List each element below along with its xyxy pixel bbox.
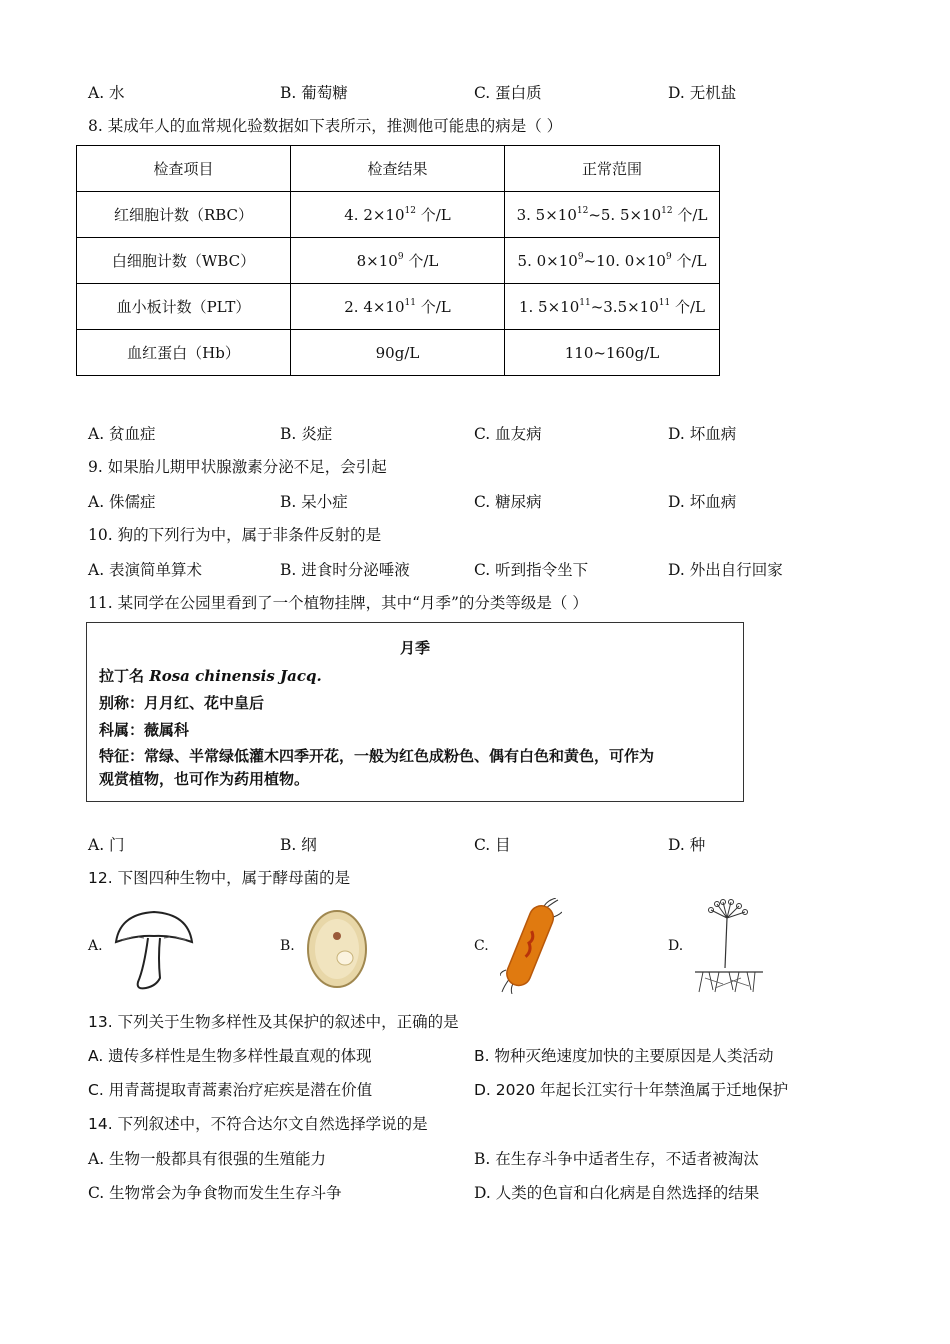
q9-option-b: B. 呆小症: [280, 493, 348, 511]
q12-stem: 12. 下图四种生物中，属于酵母菌的是: [88, 869, 351, 887]
table-cell: 90g/L: [291, 330, 505, 376]
table-header: 检查项目: [77, 146, 291, 192]
bacterium-icon: [500, 898, 562, 994]
card-family: 科属：薇属科: [99, 721, 190, 739]
plant-label-card: [86, 622, 744, 802]
table-cell: 3. $5\times 10^{12}\sim 5$. $5\times 10^{12}$ 个/L: [505, 192, 720, 238]
card-latin-name: 拉丁名 Rosa chinensis Jacq.: [99, 667, 322, 685]
q11-option-d: D. 种: [668, 836, 706, 854]
q11-option-a: A. 门: [88, 836, 125, 854]
q8-option-b: B. 炎症: [280, 425, 333, 443]
table-cell: $8\times 10^9$ 个/L: [291, 238, 505, 284]
table-cell: 4. $2\times 10^{12}$ 个/L: [291, 192, 505, 238]
table-cell: 血红蛋白（Hb）: [77, 330, 291, 376]
q14-stem: 14. 下列叙述中，不符合达尔文自然选择学说的是: [88, 1115, 428, 1133]
q8-stem: 8. 某成年人的血常规化验数据如下表所示，推测他可能患的病是（ ）: [88, 117, 563, 135]
card-feature-line2: 观赏植物，也可作为药用植物。: [99, 770, 310, 788]
q10-option-c: C. 听到指令坐下: [474, 561, 589, 579]
q14-option-b: B. 在生存斗争中适者生存，不适者被淘汰: [474, 1150, 759, 1168]
table-cell: 白细胞计数（WBC）: [77, 238, 291, 284]
table-row: [77, 330, 720, 376]
table-row: [77, 284, 720, 330]
q12-label-b: B.: [280, 938, 295, 954]
q13-option-b: B. 物种灭绝速度加快的主要原因是人类活动: [474, 1047, 774, 1065]
q14-option-d: D. 人类的色盲和白化病是自然选择的结果: [474, 1184, 760, 1202]
q13-option-a: A. 遗传多样性是生物多样性最直观的体现: [88, 1047, 372, 1065]
table-cell: 1. $5\times 10^{11}\sim 3.5\times 10^{11}$ 个/L: [505, 284, 720, 330]
q9-option-c: C. 糖尿病: [474, 493, 542, 511]
q10-option-b: B. 进食时分泌唾液: [280, 561, 410, 579]
q10-stem: 10. 狗的下列行为中，属于非条件反射的是: [88, 526, 382, 544]
q11-option-b: B. 纲: [280, 836, 317, 854]
q13-option-c: C. 用青蒿提取青蒿素治疗疟疾是潜在价值: [88, 1081, 373, 1099]
table-cell: 110~160g/L: [505, 330, 720, 376]
table-cell: 5. $0\times 10^9\sim 10$. $0\times 10^9$ 个/L: [505, 238, 720, 284]
q13-option-d: D. 2020 年起长江实行十年禁渔属于迁地保护: [474, 1081, 789, 1099]
q14-option-a: A. 生物一般都具有很强的生殖能力: [88, 1150, 327, 1168]
q9-option-d: D. 坏血病: [668, 493, 737, 511]
card-feature-line1: 特征：常绿、半常绿低灌木四季开花，一般为红色成粉色、偶有白色和黄色，可作为: [99, 747, 655, 765]
table-header: 检查结果: [291, 146, 505, 192]
q12-label-c: C.: [474, 938, 489, 954]
card-title: 月季: [399, 639, 430, 657]
q12-label-a: A.: [88, 938, 103, 954]
table-cell: 红细胞计数（RBC）: [77, 192, 291, 238]
q9-stem: 9. 如果胎儿期甲状腺激素分泌不足，会引起: [88, 458, 387, 476]
table-header: 正常范围: [505, 146, 720, 192]
q11-option-c: C. 目: [474, 836, 511, 854]
q10-option-d: D. 外出自行回家: [668, 561, 783, 579]
card-alias: 别称：月月红、花中皇后: [99, 694, 265, 712]
table-header-row: [77, 146, 720, 192]
q7-option-b: B. 葡萄糖: [280, 84, 348, 102]
q12-label-d: D.: [668, 938, 684, 954]
q9-option-a: A. 侏儒症: [88, 493, 156, 511]
table-cell: 血小板计数（PLT）: [77, 284, 291, 330]
q7-option-a: A. 水: [88, 84, 125, 102]
table-row: [77, 238, 720, 284]
mushroom-icon: [112, 908, 196, 992]
q7-option-d: D. 无机盐: [668, 84, 737, 102]
q7-option-c: C. 蛋白质: [474, 84, 542, 102]
q8-option-d: D. 坏血病: [668, 425, 737, 443]
table-cell: 2. $4\times 10^{11}$ 个/L: [291, 284, 505, 330]
q14-option-c: C. 生物常会为争食物而发生生存斗争: [88, 1184, 342, 1202]
q13-stem: 13. 下列关于生物多样性及其保护的叙述中，正确的是: [88, 1013, 459, 1031]
q11-stem: 11. 某同学在公园里看到了一个植物挂牌，其中“月季”的分类等级是（ ）: [88, 594, 588, 612]
q10-option-a: A. 表演简单算术: [88, 561, 203, 579]
table-row: [77, 192, 720, 238]
q8-option-c: C. 血友病: [474, 425, 542, 443]
yeast-cell-icon: [305, 908, 369, 990]
mold-fungus-icon: [695, 898, 765, 994]
q8-option-a: A. 贫血症: [88, 425, 156, 443]
lab-table: [76, 145, 720, 376]
